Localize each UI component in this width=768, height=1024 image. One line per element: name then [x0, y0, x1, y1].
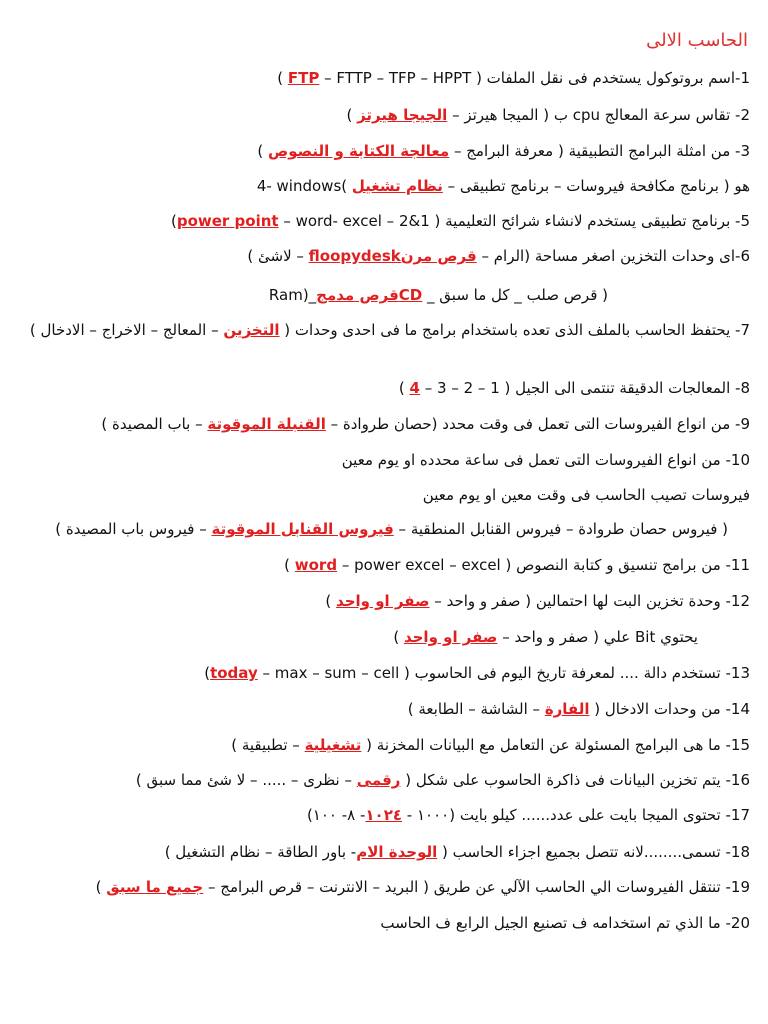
answer-text: رقمى [356, 771, 401, 789]
answer-text: تشغيلية [304, 736, 362, 754]
question-text: 20- ما الذي تم استخدامه ف تصنيع الجيل الرابع ف الحاسب [380, 914, 750, 932]
answer-text: power point [176, 212, 279, 230]
question-text: 10- من انواع الفيروسات التى تعمل فى ساعة محدده او يوم معين [341, 451, 750, 469]
question-text: ( فيروس حصان طروادة – فيروس القنابل المنطقية – [393, 520, 728, 538]
question-text: – نظرى – ..... – لا شئ مما سبق ) [135, 771, 357, 789]
answer-text: قرص مرنfloopydesk [308, 247, 477, 265]
question-text: - باور الطاقة – نظام التشغيل ) [164, 843, 357, 861]
question-text: ) [325, 592, 337, 610]
question-text: 14- من وحدات الادخال ( [589, 700, 750, 718]
question-line [24, 591, 750, 611]
question-line [24, 176, 750, 196]
question-text: – تطبيقية ) [231, 736, 305, 754]
answer-text: التخزين [223, 321, 280, 339]
question-text: 3- من امثلة البرامج التطبيقية ( معرفة البرامج – [449, 142, 750, 160]
answer-text: فيروس القنابل الموقوتة [211, 520, 394, 538]
question-line [24, 735, 750, 755]
question-text: 19- تنتقل الفيروسات الي الحاسب الآلي عن طريق ( البريد – الانترنت – قرص البرامج – [203, 878, 750, 896]
question-line [24, 105, 750, 125]
question-text: ) [257, 142, 269, 160]
question-line [24, 842, 750, 862]
question-text: – FTTP – TFP – HPPT ) [277, 69, 472, 87]
question-text: 12- وحدة تخزين البت لها احتمالين ( صفر و واحد – [429, 592, 750, 610]
question-line [24, 663, 750, 683]
question-text: – فيروس باب المصيدة ) [55, 520, 212, 538]
question-text: ) [398, 379, 410, 397]
question-text: – المعالج – الاخراج – الادخال ) [29, 321, 224, 339]
question-line [24, 877, 750, 897]
answer-text: الجيجا هيرتز [357, 106, 448, 124]
question-text: ) [346, 106, 358, 124]
answer-text: القنبلة الموقوتة [207, 415, 326, 433]
answer-text: صفر او واحد [336, 592, 430, 610]
question-line [24, 68, 750, 88]
question-text: 2- تقاس سرعة المعالج cpu ب ( الميجا هيرتز – [447, 106, 750, 124]
question-line [24, 320, 750, 340]
answer-text: جميع ما سبق [106, 878, 204, 896]
question-line [24, 285, 608, 305]
answer-text: قرص مدمجCD [316, 286, 423, 304]
question-text: 7- يحتفظ الحاسب بالملف الذى تعده باستخدام برامج ما فى احدى وحدات ( [279, 321, 750, 339]
answer-text: FTP [287, 69, 320, 87]
question-text: 17- تحتوى الميجا بايت على عدد...... كيلو بايت (١٠٠٠ - [402, 806, 750, 824]
question-text: 6-اى وحدات التخزين اصغر مساحة (الرام – [476, 247, 750, 265]
question-text: 1-اسم بروتوكول يستخدم فى نقل الملفات ( [471, 69, 750, 87]
question-line [24, 699, 750, 719]
question-text: – word- excel) [170, 212, 382, 230]
question-text: يحتوي Bit علي ( صفر و واحد – [497, 628, 698, 646]
question-line [24, 519, 728, 539]
question-text: فيروسات تصيب الحاسب فى وقت معين او يوم معين [422, 486, 750, 504]
question-text: 13- تستخدم دالة .... لمعرفة تاريخ اليوم فى الحاسوب ( [399, 664, 750, 682]
question-text: ) [393, 628, 404, 646]
question-line [24, 414, 750, 434]
question-line [24, 770, 750, 790]
question-text: – max – sum – cell) [204, 664, 400, 682]
question-text: – الشاشة – الطابعة ) [407, 700, 545, 718]
question-line [24, 211, 750, 231]
question-text: 8- المعالجات الدقيقة تنتمى الى الجيل ( 1 – 2 – 3 – [419, 379, 750, 397]
question-line [24, 805, 750, 825]
question-text: _ قرص صلب _ كل ما سبق ) [422, 286, 608, 304]
question-text: – لاشئ ) [247, 247, 309, 265]
answer-text: الفارة [544, 700, 590, 718]
answer-text: word [294, 556, 338, 574]
question-text: ) [341, 177, 352, 195]
question-text: – power excel – excel ) [284, 556, 501, 574]
question-line [24, 246, 750, 266]
question-line [24, 485, 750, 505]
question-text: 16- يتم تخزين البيانات فى ذاكرة الحاسوب على شكل ( [400, 771, 750, 789]
answer-text: صفر او واحد [403, 628, 498, 646]
question-text: Ram)_ [268, 286, 317, 304]
question-text: 9- من انواع الفيروسات التى تعمل فى وقت محدد (حصان طروادة – [325, 415, 750, 433]
question-text: 4- windowsهو ( برنامج مكافحة فيروسات – برنامج تطبيقى – [256, 177, 750, 195]
question-line [24, 141, 750, 161]
answer-text: 4 [409, 379, 420, 397]
question-text: 15- ما هى البرامج المسئولة عن التعامل مع البيانات المخزنة ( [361, 736, 750, 754]
question-text: - ٨- ١٠٠) [306, 806, 366, 824]
answer-text: معالجة الكتابة و النصوص [268, 142, 450, 160]
question-line [24, 450, 750, 470]
answer-text: ١٠٢٤ [365, 806, 403, 824]
question-text: 11- من برامج تنسيق و كتابة النصوص ( [500, 556, 750, 574]
document-title: الحاسب الالى [646, 30, 748, 51]
question-line [24, 555, 750, 575]
answer-text: الوحدة الام [356, 843, 438, 861]
answer-text: today [210, 664, 258, 682]
question-text: – باب المصيدة ) [101, 415, 208, 433]
question-text: ) [95, 878, 107, 896]
question-text: 18- تسمى........لانه تتصل بجميع اجزاء الحاسب ( [437, 843, 750, 861]
question-line [24, 627, 698, 647]
question-line [24, 913, 750, 933]
answer-text: نظام تشغيل [351, 177, 443, 195]
question-text: 5- برنامج تطبيقى يستخدم لانشاء شرائح التعليمية ( 1&2 – [381, 212, 750, 230]
question-line [24, 378, 750, 398]
